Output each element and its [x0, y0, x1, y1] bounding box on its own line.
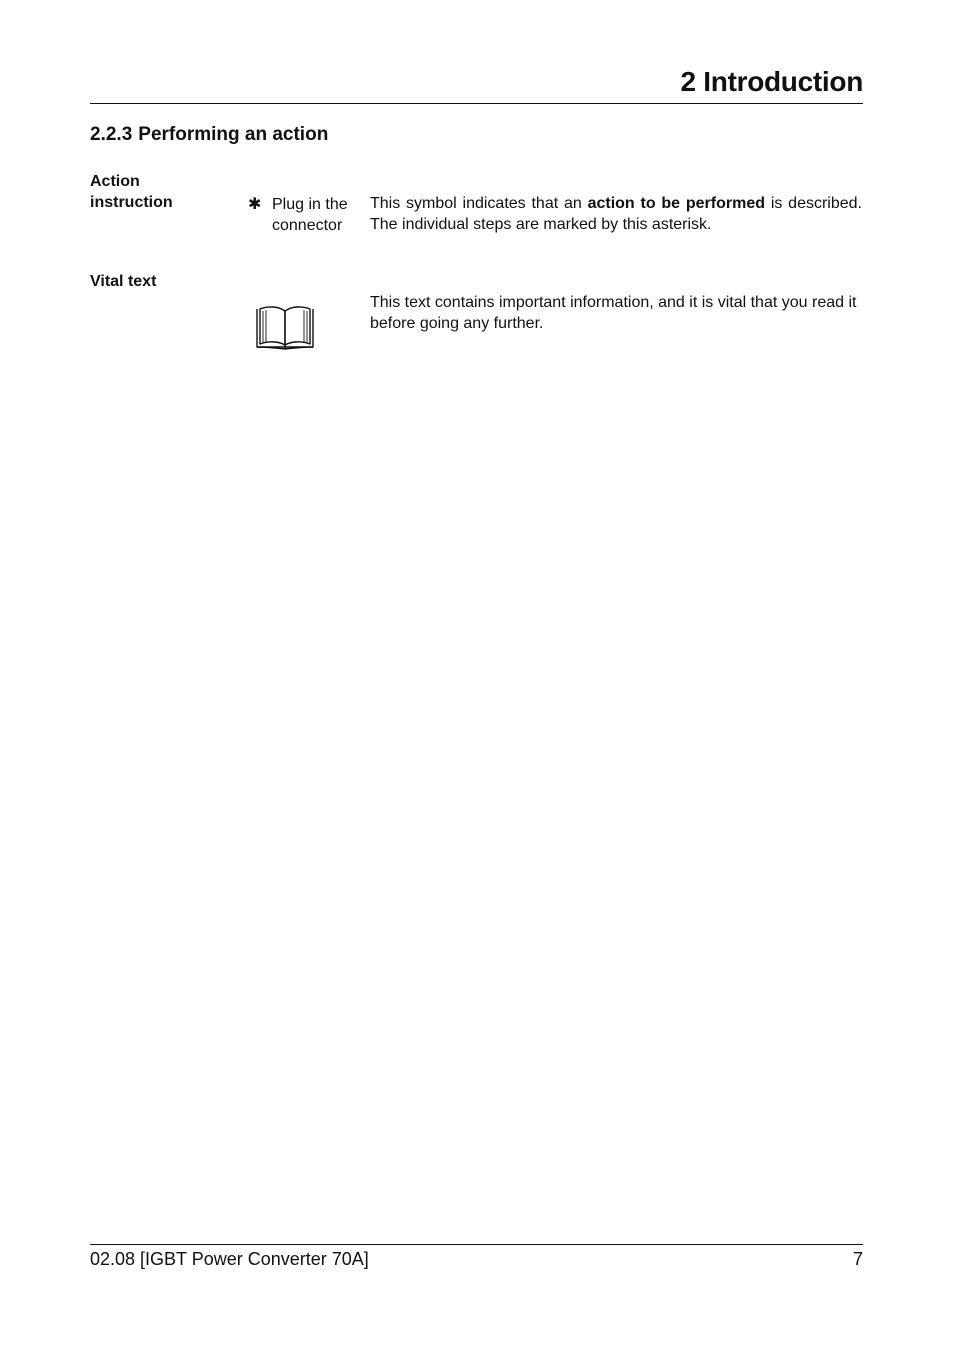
section-heading [90, 124, 328, 146]
header-divider [90, 103, 863, 104]
action-instruction-label [90, 171, 210, 213]
action-example [272, 194, 362, 236]
chapter-title: 2 Introduction [680, 66, 863, 97]
action-label-line2: instruction [90, 194, 173, 211]
vital-text-content: This text contains important information, and it is vital that you read it before going any further. [370, 294, 857, 332]
footer-document-info: 02.08 [IGBT Power Converter 70A] [90, 1249, 369, 1269]
action-text-before: This symbol indicates that an [370, 195, 588, 212]
action-text-after: is described. The individual steps are marked by this asterisk. [370, 195, 863, 233]
asterisk-icon: ✱ [248, 196, 262, 213]
action-label-line1: Action [90, 173, 140, 190]
action-description [370, 193, 862, 235]
action-text-bold: action to be performed [587, 195, 766, 212]
section-title: Performing an action [138, 124, 329, 145]
open-book-icon [253, 303, 317, 351]
section-number: 2.2.3 [90, 124, 133, 145]
footer-divider [90, 1244, 863, 1245]
vital-text-label: Vital text [90, 273, 157, 290]
action-example-line2: connector [272, 217, 343, 234]
page-number: 7 [852, 1249, 863, 1269]
action-example-line1: Plug in the [272, 196, 348, 213]
